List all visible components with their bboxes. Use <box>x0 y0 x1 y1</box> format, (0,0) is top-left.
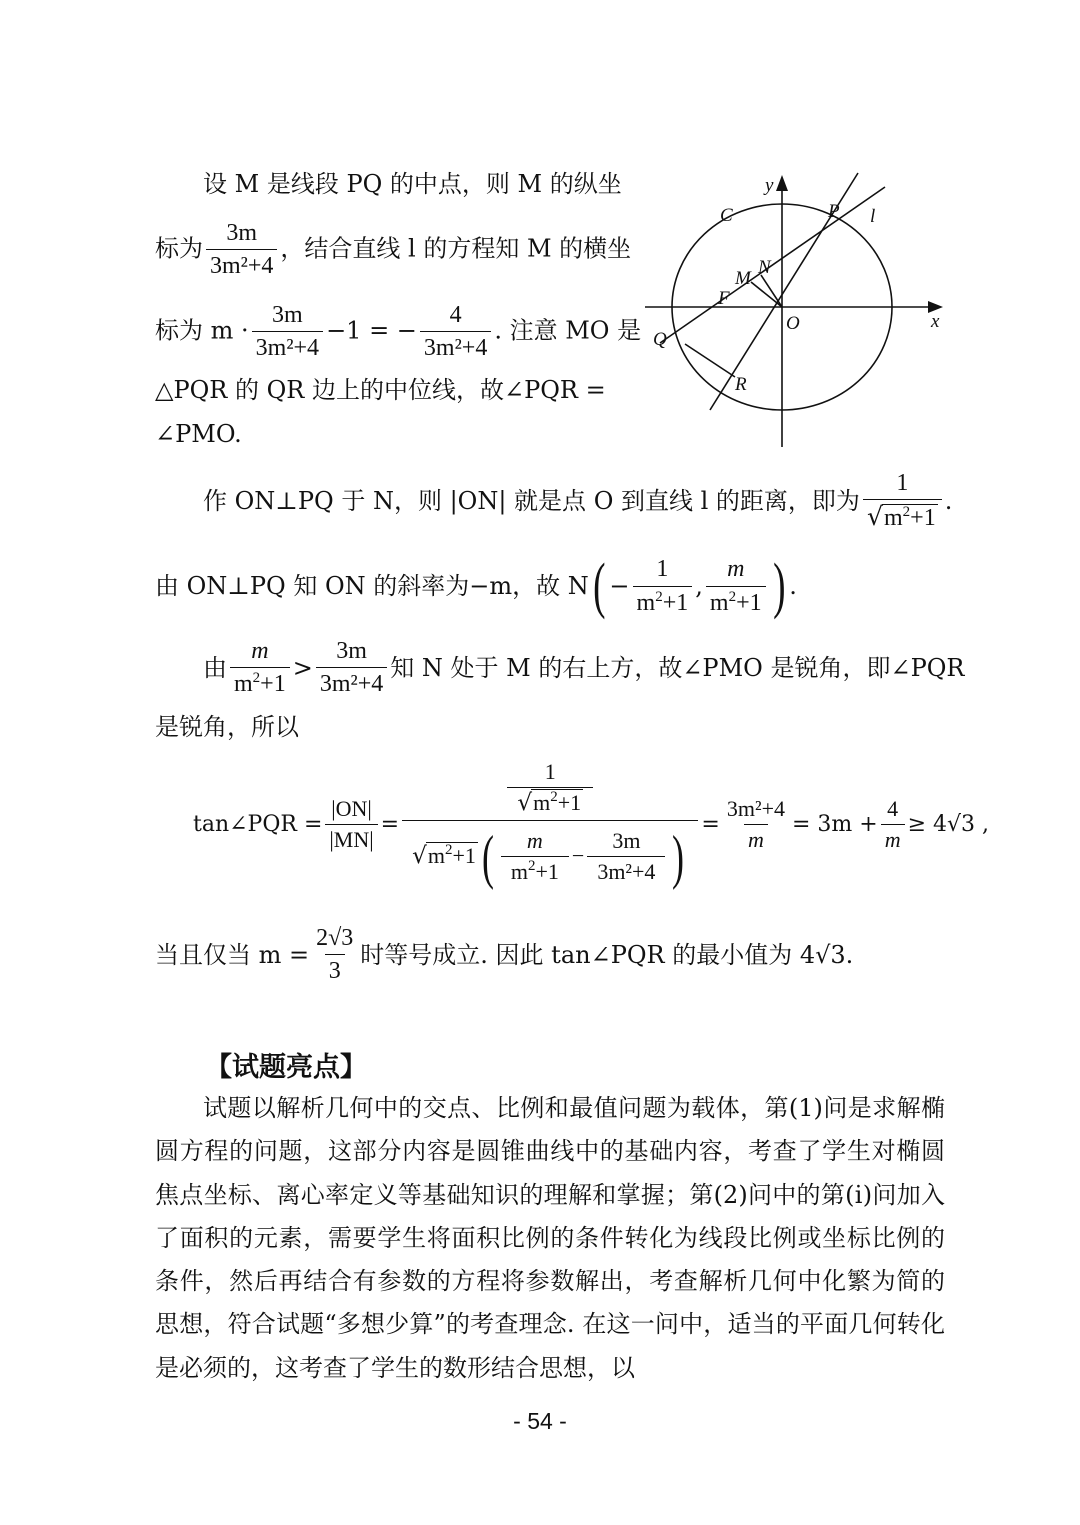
text-line-7: 由 ON⊥PQ 知 ON 的斜率为−m，故 N( − $\frac{1}{m^2+1}$ , $\frac{m}{m^2+1}$ ) . <box>155 552 797 620</box>
frac-num: m <box>727 556 745 583</box>
fraction-1-over-m2-1 <box>633 556 693 616</box>
text-line-6: 作 ON⊥PQ 于 N，则 |ON| 就是点 O 到直线 l 的距离，即为 $\frac{1}{√m^2+1}$ . <box>203 470 953 532</box>
frac-num: 1 <box>896 470 909 496</box>
label-r: R <box>735 374 747 395</box>
fraction-m-over-m2-1 <box>706 556 766 616</box>
label-n: N <box>758 257 771 278</box>
line-7-pre: 由 ON⊥PQ 知 ON 的斜率为−m，故 N <box>155 572 589 600</box>
line-9-text: 是锐角，所以 <box>155 713 299 741</box>
equation-tan-pqr: tan∠PQR = $\frac{|ON|}{|MN|}$ = $\frac{1}{√m^2+1}$ $√m^2+1$ ( $\frac{m}{m^2+1}$ − $\frac{3m}{\text{3m²+4}}$ ) = $\frac{\text{3m²+4}}{m}$ = 3m + $\frac{4}{m}$ ≥ 4√3 , <box>193 759 990 890</box>
fraction-1-over-sqrt <box>863 470 942 532</box>
text-line-11 <box>155 925 853 985</box>
text-line-8: 由 $\frac{m}{m^2+1}$ > $\frac{3m}{\text{3m²+4}}$ 知 N 处于 M 的右上方，故∠PMO 是锐角，即∠PQR <box>203 638 965 698</box>
line-1-text: 设 M 是线段 PQ 的中点，则 M 的纵坐 <box>203 170 622 198</box>
label-y: y <box>765 175 774 196</box>
frac-den: $m^2+1$ <box>230 667 290 697</box>
label-p: P <box>828 201 840 222</box>
frac-num: 3m <box>336 638 367 664</box>
line-11-pre: 当且仅当 m = <box>155 940 310 969</box>
text-line-1 <box>203 172 622 196</box>
section-heading: 【试题亮点】 <box>205 1052 367 1083</box>
frac-den <box>863 499 942 531</box>
frac-num <box>494 760 606 820</box>
text-line-9 <box>155 715 299 739</box>
fraction-on-over-mn <box>325 797 377 852</box>
frac-num: m <box>526 827 543 853</box>
frac-den: 3 <box>325 954 345 984</box>
label-x: x <box>931 311 940 332</box>
segment-on <box>761 275 782 307</box>
label-c: C <box>720 205 733 226</box>
label-q: Q <box>653 329 667 350</box>
fraction-4-over-3m2-4 <box>420 302 491 362</box>
segment-mo <box>751 282 782 307</box>
eq-lhs: tan∠PQR = <box>193 811 323 837</box>
line-11-post: 时等号成立. 因此 tan∠PQR 的最小值为 4√3. <box>360 940 854 969</box>
frac-num: 3m <box>612 827 641 853</box>
fraction-m-over-m2-1-b <box>230 638 290 698</box>
frac-den: 3m²+4 <box>420 331 491 361</box>
line-2-pre: 标为 <box>155 234 203 263</box>
page-number: - 54 - <box>513 1408 567 1434</box>
frac-den: $m^2+1$ <box>706 586 766 616</box>
fraction-4-over-m <box>881 797 905 852</box>
label-f: F <box>718 288 730 309</box>
label-m: M <box>735 268 751 289</box>
eq-bound: ≥ 4√3 , <box>907 811 990 837</box>
frac-num: |ON| <box>331 796 372 822</box>
line-3-pre: 标为 m · <box>155 316 249 345</box>
inner-m-over-m2-1: $\frac{m}{m^2+1}$ <box>501 829 569 884</box>
line-2-post: ，结合直线 l 的方程知 M 的横坐 <box>280 234 632 263</box>
frac-num: 1 <box>544 759 556 784</box>
segment-qr <box>685 344 735 377</box>
frac-num: 1 <box>656 556 669 583</box>
frac-num: 3m <box>272 302 303 328</box>
frac-num: m <box>251 638 269 664</box>
sqrt-m2-1: $√m^2+1$ <box>866 502 936 532</box>
line-4-text: △PQR 的 QR 边上的中位线，故∠PQR = <box>155 376 606 404</box>
text-line-3 <box>155 302 641 362</box>
frac-num: 2√3 <box>316 925 354 951</box>
text-line-2 <box>155 220 631 280</box>
label-l: l <box>870 206 876 227</box>
line-3-post: . 注意 MO 是 <box>494 316 642 345</box>
frac-den: m <box>744 824 768 852</box>
frac-num: 3m²+4 <box>726 796 785 822</box>
highlights-paragraph <box>155 1087 945 1390</box>
frac-num: 4 <box>887 796 899 822</box>
fraction-3m-over-3m2-4 <box>206 220 277 280</box>
y-axis-arrow <box>776 175 788 191</box>
frac-den: 3m²+4 <box>316 667 387 697</box>
line-8-post: 知 N 处于 M 的右上方，故∠PMO 是锐角，即∠PQR <box>390 653 965 682</box>
fraction-3m-over-3m2-4-c <box>316 638 387 698</box>
fraction-3m2-4-over-m <box>723 797 789 852</box>
ellipse-diagram <box>640 165 950 450</box>
highlights-text: 试题以解析几何中的交点、比例和最值问题为载体，第(1)问是求解椭圆方程的问题，这部分内容是圆锥曲线中的基础内容，考查了学生对椭圆焦点坐标、离心率定义等基础知识的理解和掌握；第(2)问中的第(ⅰ)问加入了面积的元素，需要学生将面积比例的条件转化为线段比例或坐标比例的条件，然后再结合有参数的方程将参数解出，考查解析几何中化繁为简的思想，符合试题“多想少算”的考查理念. 在这一问中，适当的平面几何转化是必须的，这考查了学生的数形结合思想，以 <box>155 1094 945 1382</box>
radicand: $m^2+1$ <box>884 504 936 532</box>
label-o: O <box>786 313 800 334</box>
frac-den: 3m²+4 <box>206 249 277 279</box>
fraction-main <box>402 760 698 890</box>
inner-1-over-sqrt <box>507 760 593 817</box>
text-line-5 <box>155 422 242 446</box>
fraction-2sqrt3-over-3 <box>312 925 357 985</box>
frac-den: $√m^2+1$ <box>507 787 593 816</box>
line-3-mid: −1 = − <box>326 316 417 345</box>
line-5-text: ∠PMO. <box>155 420 242 448</box>
frac-den: |MN| <box>325 824 377 852</box>
frac-den: $m^2+1$ <box>633 586 693 616</box>
text-line-4 <box>155 378 606 402</box>
frac-den: 3m²+4 <box>587 856 665 884</box>
frac-num: 4 <box>449 302 462 328</box>
frac-num: 3m <box>226 220 258 246</box>
frac-den: 3m²+4 <box>252 331 323 361</box>
frac-den: m <box>881 824 905 852</box>
eq-result: = 3m + <box>791 811 878 837</box>
line-l <box>660 187 885 343</box>
frac-den: $√m^2+1$ ( $\frac{m}{m^2+1}$ − $\frac{3m}{\text{3m²+4}}$ ) <box>402 820 698 890</box>
line-6-pre: 作 ON⊥PQ 于 N，则 |ON| 就是点 O 到直线 l 的距离，即为 <box>203 486 860 515</box>
fraction-3m-over-3m2-4-b <box>252 302 323 362</box>
inner-3m-over-3m2-4 <box>587 829 665 884</box>
